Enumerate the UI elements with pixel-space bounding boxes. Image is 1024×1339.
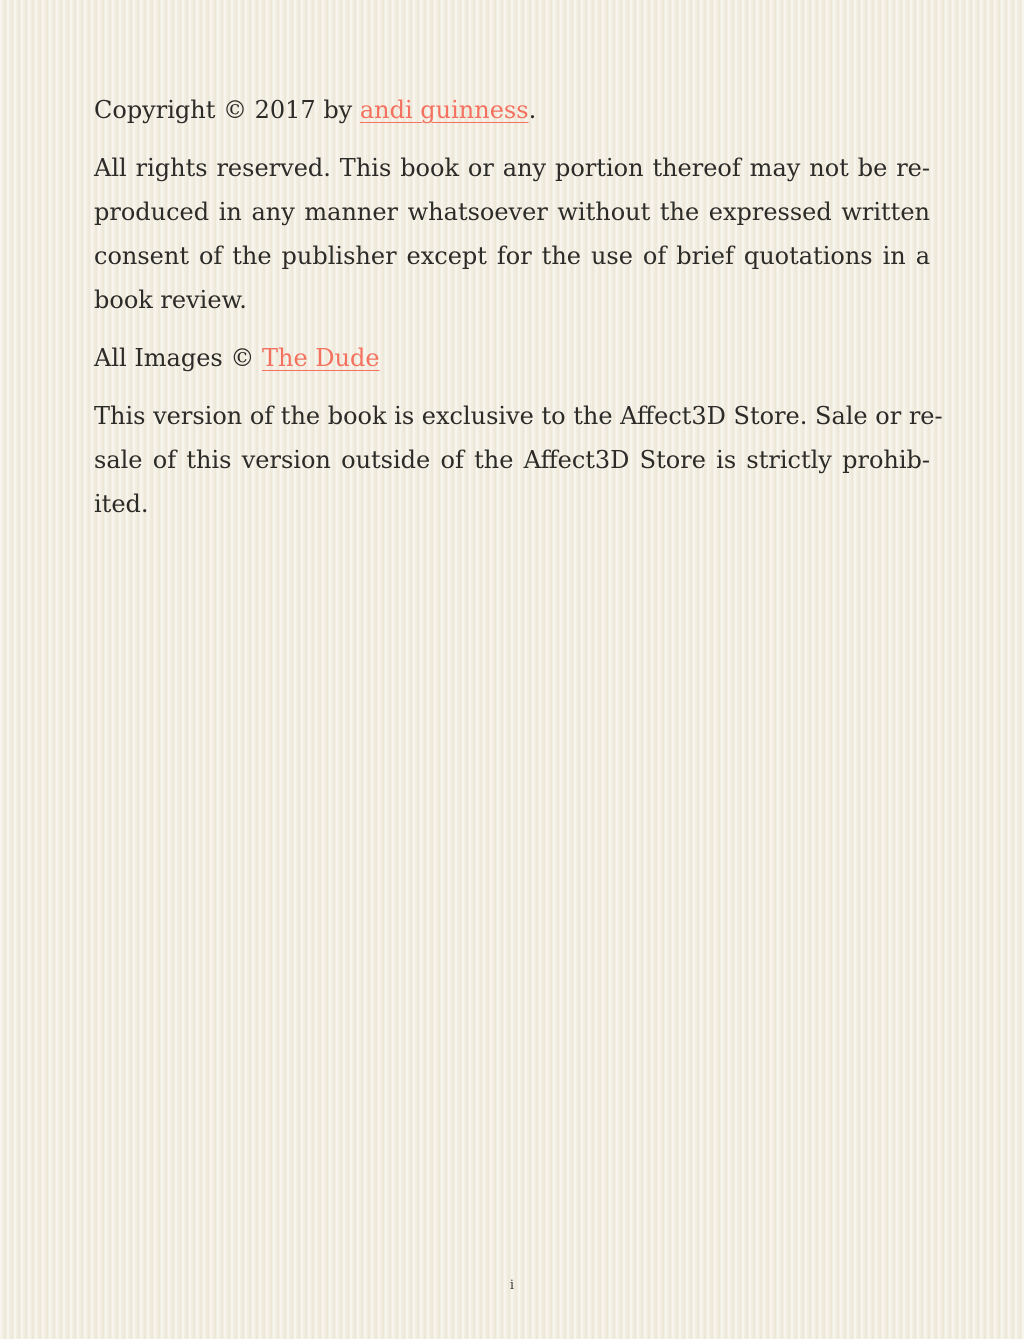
exclusive-paragraph <box>94 394 943 526</box>
exclusive-line-2: sale of this version outside of the Affect3D Store is strictly prohib- <box>94 446 930 474</box>
rights-paragraph <box>94 146 930 322</box>
rights-line-3: consent of the publisher except for the use of brief quotations in a <box>94 242 930 270</box>
images-credit-line <box>94 336 930 380</box>
copyright-line <box>94 88 930 132</box>
author-link[interactable]: andi guinness <box>359 96 529 124</box>
image-artist-link[interactable]: The Dude <box>262 344 380 372</box>
rights-line-4: book review. <box>94 286 247 314</box>
images-credit-prefix-text: All Images © <box>94 344 262 372</box>
rights-line-2: produced in any manner whatsoever without the expressed written <box>94 198 930 226</box>
copyright-prefix-text: Copyright © 2017 by <box>94 96 360 124</box>
page-number: i <box>509 1278 515 1293</box>
exclusive-line-1: This version of the book is exclusive to the Affect3D Store. Sale or re- <box>94 402 943 430</box>
exclusive-line-3: ited. <box>94 490 149 518</box>
copyright-suffix-text: . <box>528 96 537 124</box>
rights-line-1: All rights reserved. This book or any portion thereof may not be re- <box>94 154 930 182</box>
